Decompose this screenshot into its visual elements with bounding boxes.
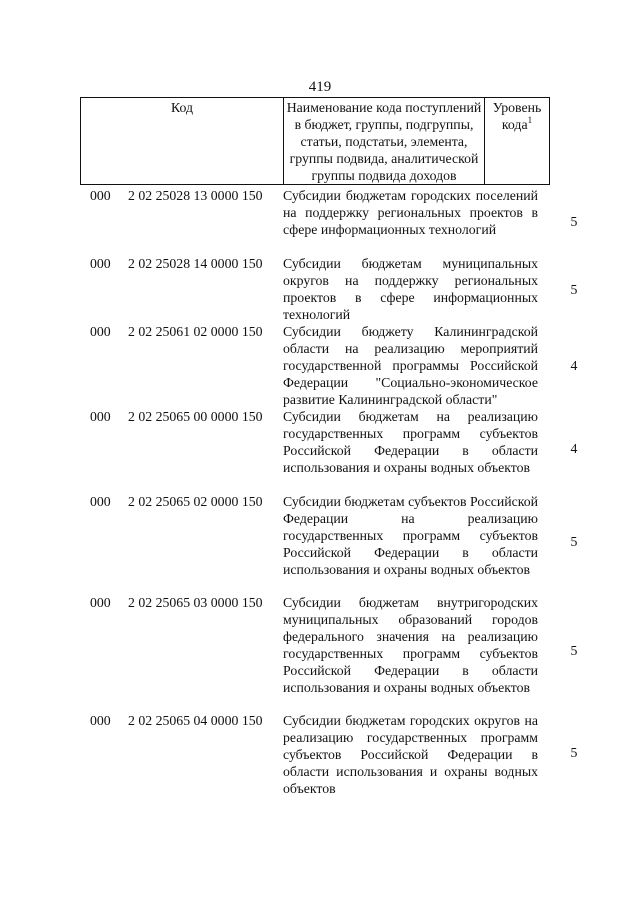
header-level bbox=[485, 98, 550, 185]
row-code: 2 02 25065 00 0000 150 bbox=[128, 409, 263, 424]
row-code: 2 02 25028 14 0000 150 bbox=[128, 256, 263, 271]
row-level: 4 bbox=[570, 441, 578, 456]
row-prefix: 000 bbox=[90, 409, 111, 424]
row-name: Субсидии бюджетам внутригородских муниципальных образований городов федерального значения на реализацию государственных программ субъектов Российской Федерации в области использования и охраны водных объектов bbox=[283, 595, 538, 695]
row-code: 2 02 25065 04 0000 150 bbox=[128, 713, 263, 728]
header-level-label: Уровень кода bbox=[492, 100, 542, 132]
row-name: Субсидии бюджетам муниципальных округов на поддержку региональных проектов в сфере информационных технологий bbox=[283, 256, 538, 322]
header-name: Наименование кода поступлений в бюджет, группы, подгруппы, статьи, подстатьи, элемента, группы подвида, аналитической группы подвида доходов bbox=[284, 98, 485, 185]
row-level: 4 bbox=[570, 358, 578, 373]
footnote-marker: 1 bbox=[527, 115, 533, 125]
row-prefix: 000 bbox=[90, 256, 111, 271]
row-prefix: 000 bbox=[90, 595, 111, 610]
row-level: 5 bbox=[570, 214, 578, 229]
row-code: 2 02 25061 02 0000 150 bbox=[128, 324, 263, 339]
row-name: Субсидии бюджетам городских поселений на поддержку региональных проектов в сфере информационных технологий bbox=[283, 188, 538, 237]
row-name: Субсидии бюджетам на реализацию государственных программ субъектов Российской Федерации в области использования и охраны водных объектов bbox=[283, 409, 538, 475]
header-code: Код bbox=[81, 98, 284, 185]
table-header bbox=[80, 97, 550, 185]
row-prefix: 000 bbox=[90, 494, 111, 509]
row-code: 2 02 25065 02 0000 150 bbox=[128, 494, 263, 509]
row-code: 2 02 25065 03 0000 150 bbox=[128, 595, 263, 610]
row-name: Субсидии бюджету Калининградской области на реализацию мероприятий государственной программы Российской Федерации "Социально-экономическое развитие Калининградской области" bbox=[283, 324, 538, 407]
page-number: 419 bbox=[308, 79, 332, 95]
row-name: Субсидии бюджетам городских округов на реализацию государственных программ субъектов Российской Федерации в области использования и охраны водных объектов bbox=[283, 713, 538, 796]
row-level: 5 bbox=[570, 534, 578, 549]
row-prefix: 000 bbox=[90, 188, 111, 203]
row-level: 5 bbox=[570, 745, 578, 760]
row-name: Субсидии бюджетам субъектов Российской Федерации на реализацию государственных программ субъектов Российской Федерации в области использования и охраны водных объектов bbox=[283, 494, 538, 577]
row-prefix: 000 bbox=[90, 713, 111, 728]
row-code: 2 02 25028 13 0000 150 bbox=[128, 188, 263, 203]
row-level: 5 bbox=[570, 282, 578, 297]
row-prefix: 000 bbox=[90, 324, 111, 339]
row-level: 5 bbox=[570, 643, 578, 658]
